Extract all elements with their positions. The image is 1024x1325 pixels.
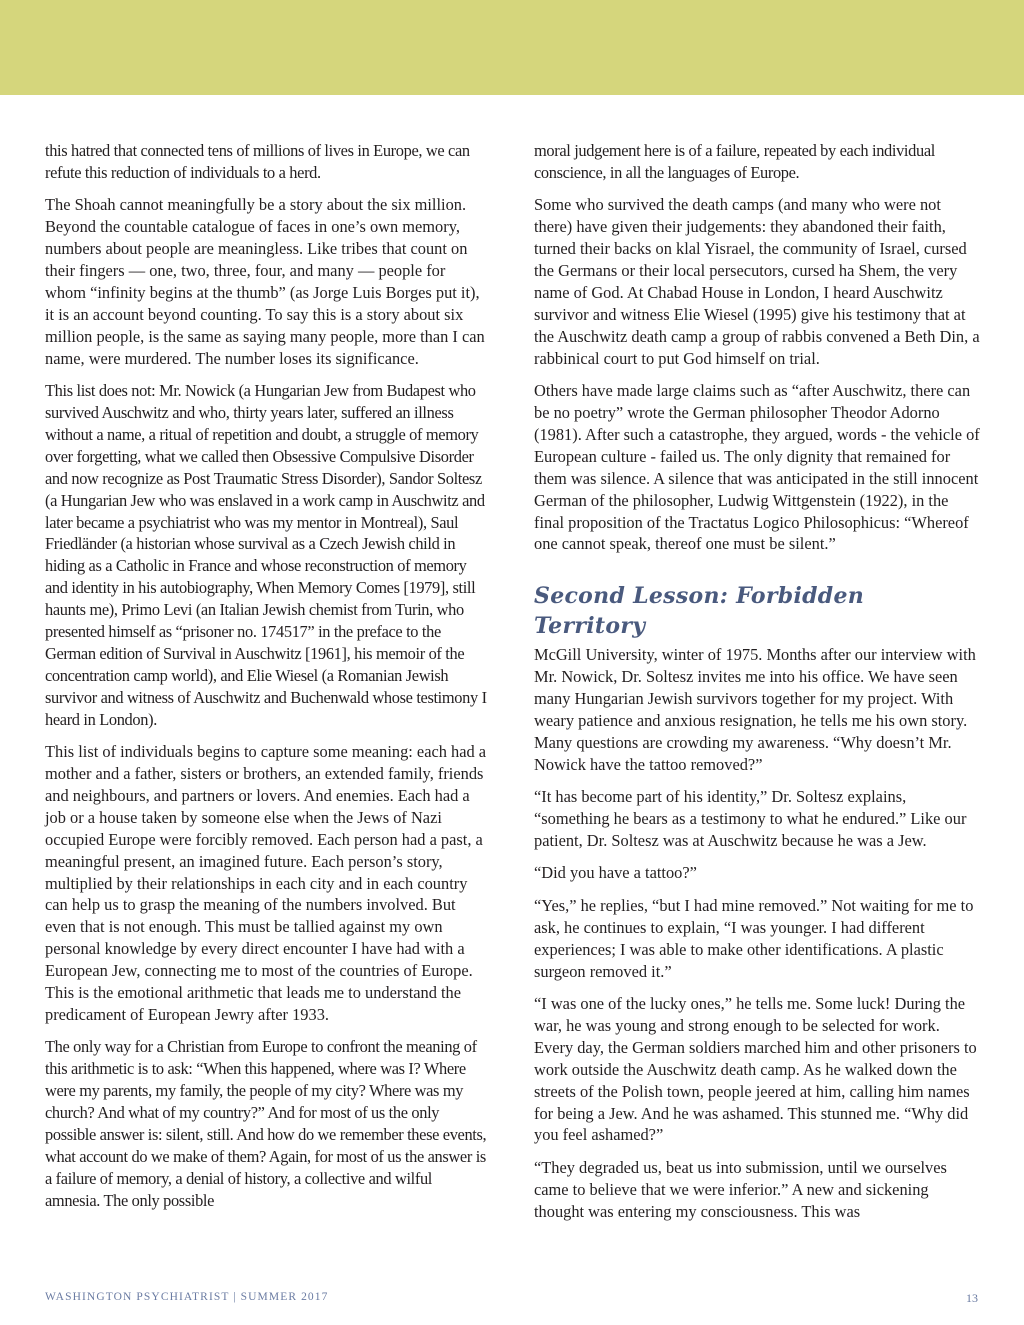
left-paragraph-5: The only way for a Christian from Europe to confront the meaning of this arithmetic is to ask: “When this happened, where was I? Where were my parents, my family, the people of my city? Where was my church? And what of my country?” And for most of us the only possible answer is: silent, still. And how do we remember these events, what account do we make of them? Again, for most of us the answer is a failure of memory, a denial of history, a collective and wilful amnesia. The only possible <box>45 1037 487 1210</box>
footer-publication: WASHINGTON PSYCHIATRIST | SUMMER 2017 <box>45 1291 329 1303</box>
page-number: 13 <box>966 1291 978 1305</box>
right-paragraph-4: McGill University, winter of 1975. Months after our interview with Mr. Nowick, Dr. Soltesz invites me into his office. We have seen many Hungarian Jewish survivors together for my project. With weary patience and anxious resignation, he tells me his own story. Many questions are crowding my awareness. “Why doesn’t Mr. Nowick have the tattoo removed?” <box>534 645 976 774</box>
left-paragraph-4: This list of individuals begins to capture some meaning: each had a mother and a father, sisters or brothers, an extended family, friends and neighbours, and partners or lovers. And enemies. Each had a job or a house taken by someone else when the Jews of Nazi occupied Europe were forcibly removed. Each person had a past, a meaningful present, an imagined future. Each person’s story, multiplied by their relationships in each city and in each country can help us to grasp the meaning of the numbers involved. But even that is not enough. This must be tallied against my own personal knowledge by every direct encounter I have had with a European Jew, connecting me to most of the countries of Europe. This is the emotional arithmetic that leads me to understand the predicament of European Jewry after 1933. <box>45 742 487 1024</box>
right-column <box>534 140 980 1233</box>
left-column <box>45 140 487 1222</box>
left-paragraph-1: this hatred that connected tens of millions of lives in Europe, we can refute this reduction of individuals to a herd. <box>45 141 470 182</box>
right-paragraph-6: “Did you have a tattoo?” <box>534 863 697 883</box>
left-paragraph-3: This list does not: Mr. Nowick (a Hungarian Jew from Budapest who survived Auschwitz and who, thirty years later, suffered an illness without a name, a ritual of repetition and doubt, a struggle of memory over forgetting, what we called then Obsessive Compulsive Disorder and now recognize as Post Traumatic Stress Disorder), Sandor Soltesz (a Hungarian Jew who was enslaved in a work camp in Auschwitz and later became a psychiatrist who was my mentor in Montreal), Saul Friedländer (a historian whose survival as a Czech Jewish child in hiding as a Catholic in France and whose reconstruction of memory and identity in his autobiography, When Memory Comes [1979], still haunts me), Primo Levi (an Italian Jewish chemist from Turin, who presented himself as “prisoner no. 174517” in the preface to the German edition of Survival in Auschwitz [1961], his memoir of the concentration camp world), and Elie Wiesel (a Romanian Jewish survivor and witness of Auschwitz and Buchenwald whose testimony I heard in London). <box>45 381 487 729</box>
right-paragraph-7: “Yes,” he replies, “but I had mine removed.” Not waiting for me to ask, he continues to explain, “I was younger. I had different experiences; I was able to make other identifications. A plastic surgeon removed it.” <box>534 895 974 981</box>
header-color-band <box>0 0 1024 95</box>
right-paragraph-5: “It has become part of his identity,” Dr. Soltesz explains, “something he bears as a testimony to what he endured.” Like our patient, Dr. Soltesz was at Auschwitz because he was a Jew. <box>534 787 967 851</box>
right-paragraph-1: moral judgement here is of a failure, repeated by each individual conscience, in all the languages of Europe. <box>534 141 935 182</box>
right-paragraph-2: Some who survived the death camps (and many who were not there) have given their judgements: they abandoned their faith, turned their backs on klal Yisrael, the community of Israel, cursed the Germans or their local persecutors, cursed ha Shem, the very name of God. At Chabad House in London, I heard Auschwitz survivor and witness Elie Wiesel (1995) give his testimony that at the Auschwitz death camp a group of rabbis convened a Beth Din, a rabbinical court to put God himself on trial. <box>534 195 980 368</box>
left-paragraph-2: The Shoah cannot meaningfully be a story about the six million. Beyond the countable catalogue of faces in one’s own memory, numbers about people are meaningless. Like tribes that count on their fingers — one, two, three, four, and many — people for whom “infinity begins at the thumb” (as Jorge Luis Borges put it), it is an account beyond counting. To say this is a story about six million people, is the same as saying many people, more than I can name, were murdered. The number loses its significance. <box>45 195 485 368</box>
right-paragraph-3: Others have made large claims such as “after Auschwitz, there can be no poetry” wrote the German philosopher Theodor Adorno (1981). After such a catastrophe, they argued, words - the vehicle of European culture - failed us. The only dignity that remained for them was silence. A silence that was anticipated in the still innocent German of the philosopher, Ludwig Wittgenstein (1922), in the final proposition of the Tractatus Logico Philosophicus: “Whereof one cannot speak, thereof one must be silent.” <box>534 381 980 554</box>
right-paragraph-9: “They degraded us, beat us into submission, until we ourselves came to believe that we were inferior.” A new and sickening thought was entering my consciousness. This was <box>534 1157 947 1221</box>
right-paragraph-8: “I was one of the lucky ones,” he tells me. Some luck! During the war, he was young and strong enough to be selected for work. Every day, the German soldiers marched him and other prisoners to work outside the Auschwitz death camp. As he walked down the streets of the Polish town, people jeered at him, calling him names for being a Jew. And he was ashamed. This stunned me. “Why did you feel ashamed?” <box>534 994 977 1145</box>
section-heading: Second Lesson: Forbidden Territory <box>534 583 865 640</box>
